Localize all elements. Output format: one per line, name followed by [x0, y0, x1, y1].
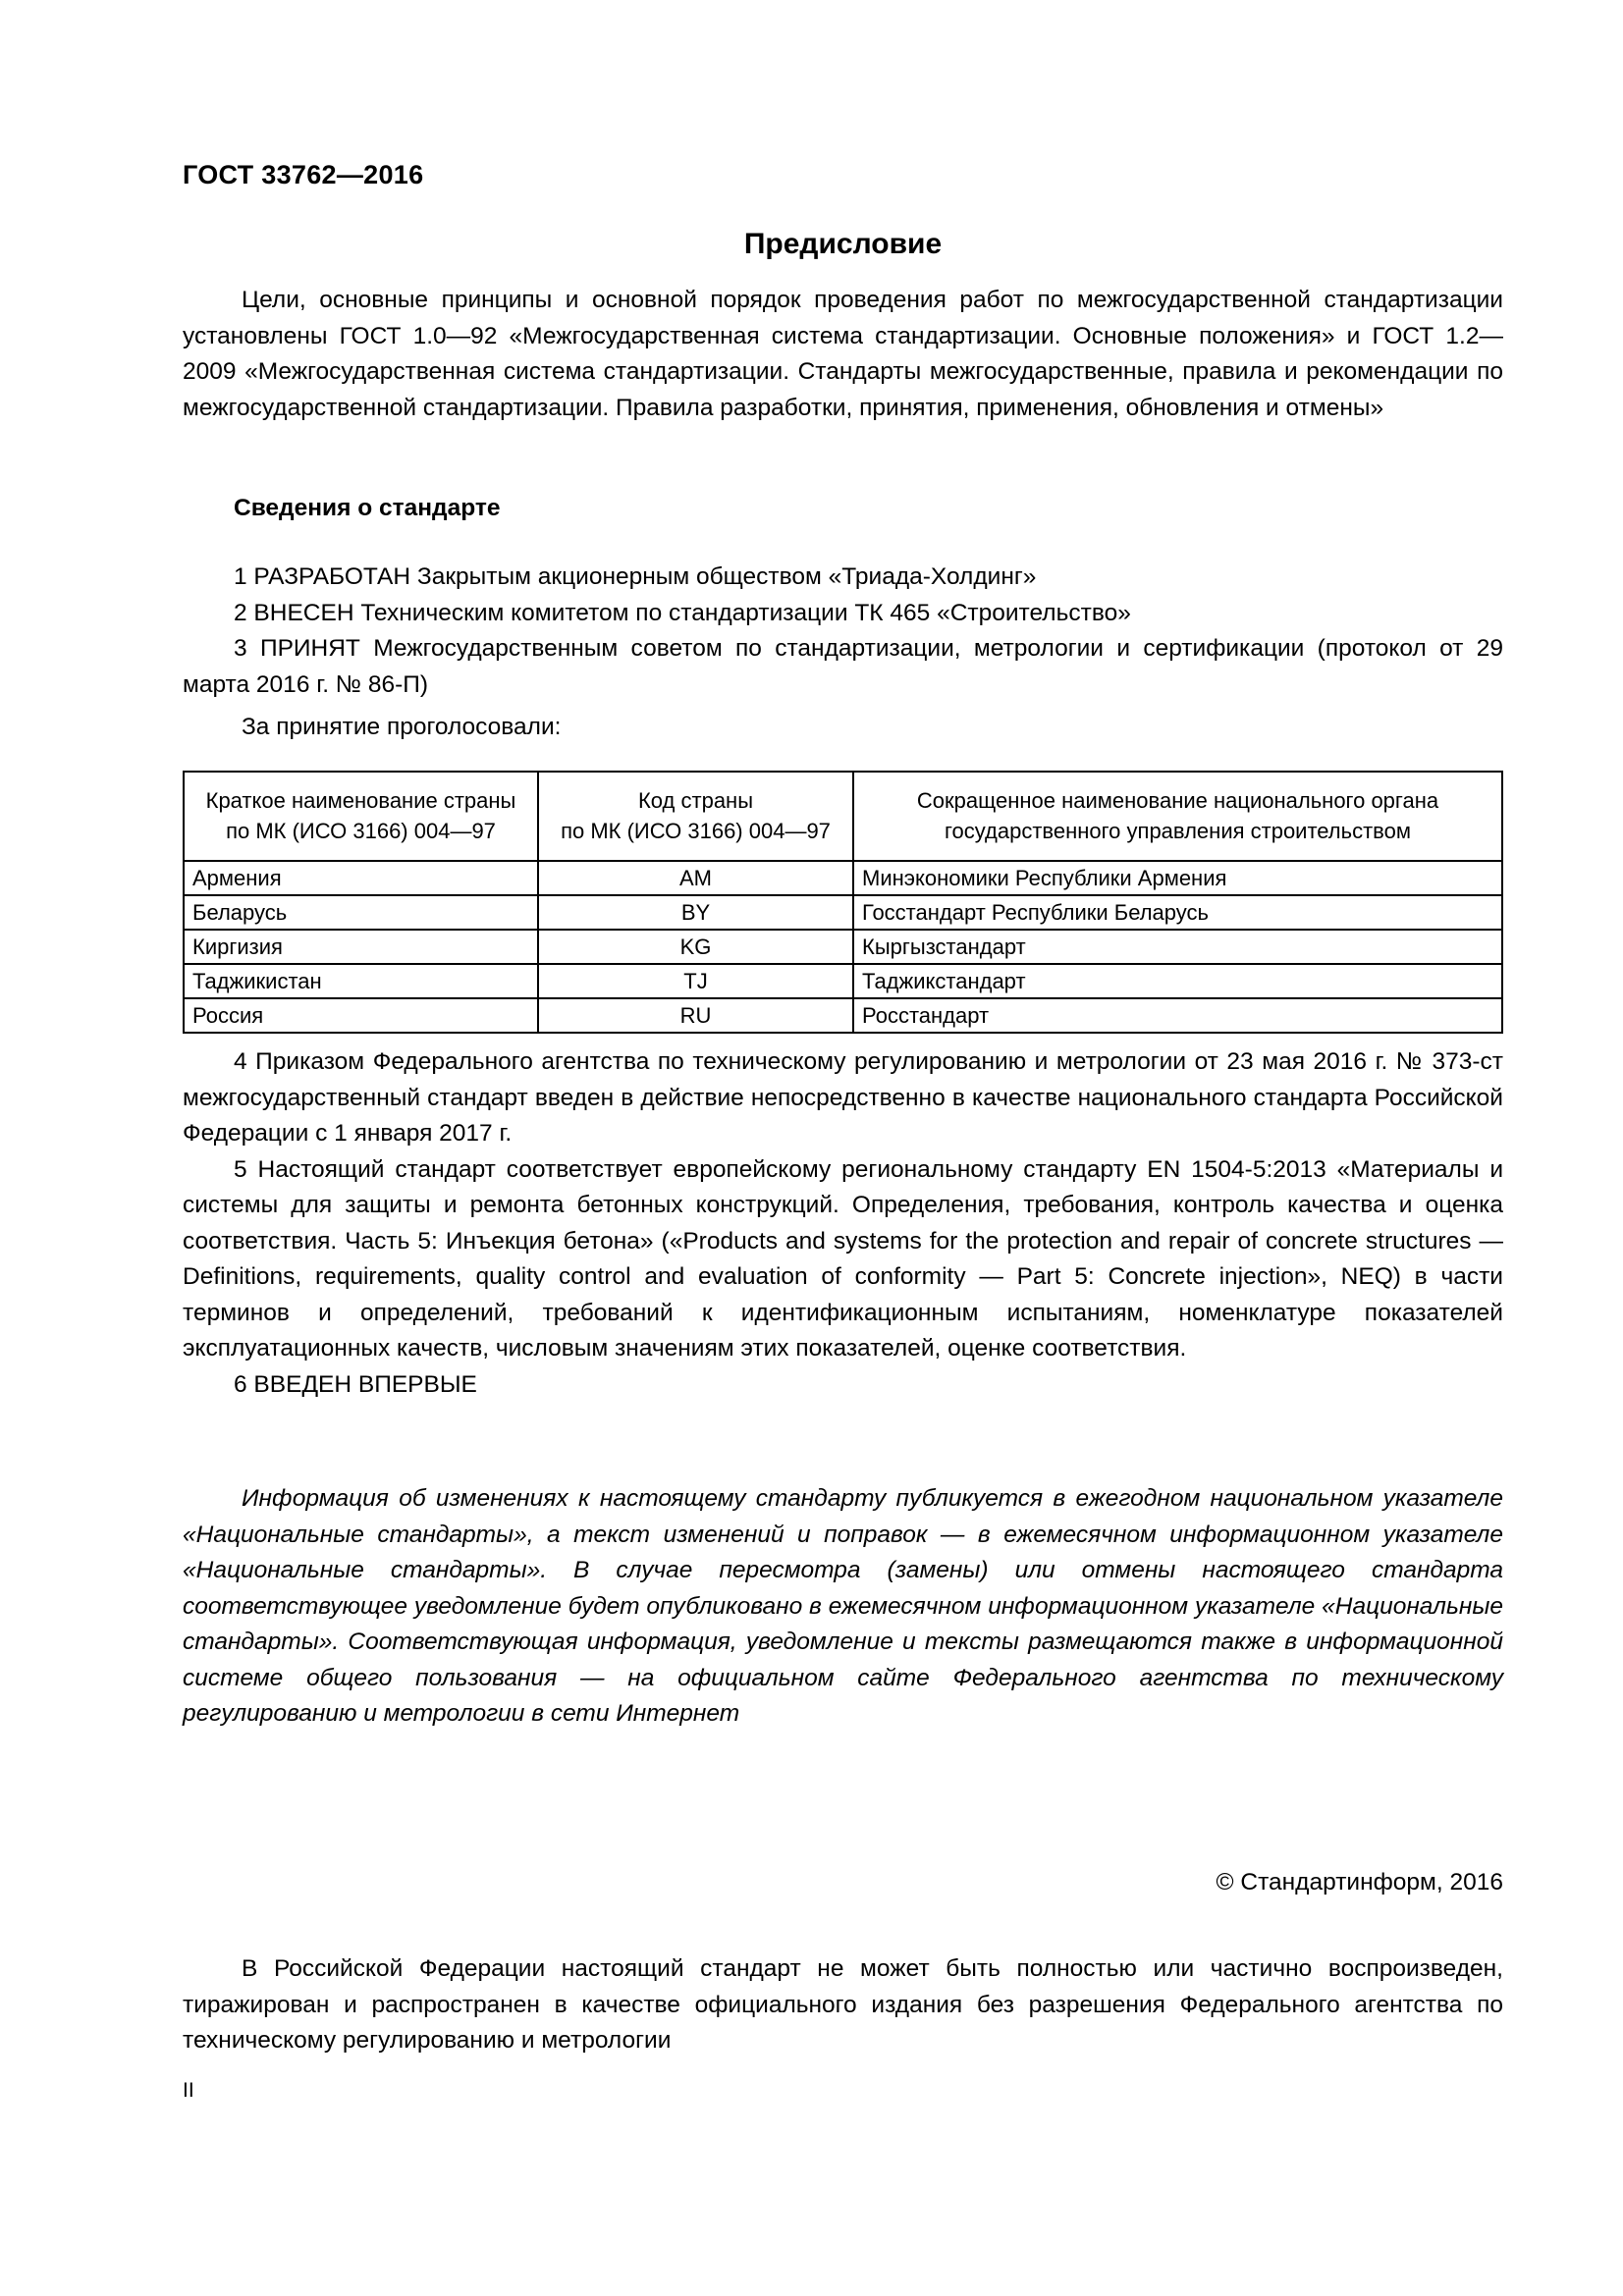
copyright-line: © Стандартинформ, 2016	[1216, 1869, 1503, 1896]
table-row	[184, 861, 1502, 895]
post-table-items	[183, 1044, 1503, 1403]
cell-country-code: KG	[538, 930, 853, 964]
column-header-country-code	[538, 772, 853, 861]
standard-info-heading: Сведения о стандарте	[234, 495, 501, 521]
cell-organization: Кыргызстандарт	[853, 930, 1502, 964]
cell-organization: Росстандарт	[853, 998, 1502, 1033]
cell-country-code: AM	[538, 861, 853, 895]
post-table-item-5: 5 Настоящий стандарт соответствует европейскому региональному стандарту EN 1504-5:2013 «Материалы и системы для защиты и ремонта бетонных конструкций. Определения, требования, контроль качества и оценка соответствия. Часть 5: Инъекция бетона» («Products and systems for the protection and repair of concrete structures — Definitions, requirements, quality control and evaluation of conformity — Part 5: Concrete injection», NEQ) в части терминов и определений, требований к идентификационным испытаниям, номенклатуре показателей эксплуатационных качеств, числовым значениям этих показателей, оценке соответствия.	[183, 1155, 1503, 1362]
footer-paragraph: В Российской Федерации настоящий стандарт не может быть полностью или частично воспроизведен, тиражирован и распространен в качестве официального издания без разрешения Федерального агентства по техническому регулированию и метрологии	[183, 1955, 1503, 2054]
cell-organization: Минэкономики Республики Армения	[853, 861, 1502, 895]
column-header-country-code-line2: по МК (ИСО 3166) 004—97	[561, 819, 831, 843]
column-header-country-name-line2: по МК (ИСО 3166) 004—97	[226, 819, 496, 843]
changes-notice-text: Информация об изменениях к настоящему стандарту публикуется в ежегодном национальном указателе «Национальные стандарты», а текст изменений и поправок — в ежемесячном информационном указателе «Национальные стандарты». В случае пересмотра (замены) или отмены настоящего стандарта соответствующее уведомление будет опубликовано в ежемесячном информационном указателе «Национальные стандарты». Соответствующая информация, уведомление и тексты размещаются также в информационной системе общего пользования — на официальном сайте Федерального агентства по техническому регулированию и метрологии в сети Интернет	[183, 1485, 1503, 1727]
standard-info-item-1: 1 РАЗРАБОТАН Закрытым акционерным обществом «Триада-Холдинг»	[234, 563, 1037, 590]
table-row	[184, 895, 1502, 930]
table-row	[184, 998, 1502, 1033]
table-body	[184, 861, 1502, 1033]
post-table-item-6: 6 ВВЕДЕН ВПЕРВЫЕ	[234, 1370, 477, 1398]
cell-country-code: TJ	[538, 964, 853, 998]
page-number: II	[183, 2079, 194, 2102]
cell-country-code: RU	[538, 998, 853, 1033]
page-title: Предисловие	[743, 228, 943, 260]
voting-countries-table	[183, 771, 1503, 1034]
standard-info-items	[183, 560, 1503, 703]
cell-organization: Таджикстандарт	[853, 964, 1502, 998]
standard-number-header: ГОСТ 33762—2016	[183, 160, 424, 189]
changes-notice-block	[183, 1481, 1503, 1733]
vote-intro-line: За принятие проголосовали:	[242, 714, 562, 740]
intro-paragraph: Цели, основные принципы и основной порядок проведения работ по межгосударственной стандартизации установлены ГОСТ 1.0—92 «Межгосударственная система стандартизации. Основные положения» и ГОСТ 1.2—2009 «Межгосударственная система стандартизации. Стандарты межгосударственные, правила и рекомендации по межгосударственной стандартизации. Правила разработки, принятия, применения, обновления и отмены»	[183, 287, 1503, 421]
column-header-organization	[853, 772, 1502, 861]
column-header-organization-line2: государственного управления строительством	[945, 819, 1411, 843]
column-header-country-code-line1: Код страны	[637, 788, 754, 813]
cell-country-name: Таджикистан	[184, 964, 538, 998]
standard-info-item-2: 2 ВНЕСЕН Техническим комитетом по стандартизации ТК 465 «Строительство»	[234, 599, 1131, 626]
table-row	[184, 930, 1502, 964]
cell-country-name: Россия	[184, 998, 538, 1033]
table-row	[184, 964, 1502, 998]
cell-country-name: Киргизия	[184, 930, 538, 964]
column-header-country-name	[184, 772, 538, 861]
intro-paragraph-block	[183, 283, 1503, 426]
column-header-country-name-line1: Краткое наименование страны	[205, 788, 516, 813]
cell-country-name: Беларусь	[184, 895, 538, 930]
table-header	[184, 772, 1502, 861]
column-header-organization-line1: Сокращенное наименование национального органа	[916, 788, 1439, 813]
table-header-row	[184, 772, 1502, 861]
cell-organization: Госстандарт Республики Беларусь	[853, 895, 1502, 930]
standard-info-item-3: 3 ПРИНЯТ Межгосударственным советом по стандартизации, метрологии и сертификации (протокол от 29 марта 2016 г. № 86-П)	[183, 635, 1503, 698]
footer-paragraph-block	[183, 1951, 1503, 2059]
post-table-item-4: 4 Приказом Федерального агентства по техническому регулированию и метрологии от 23 мая 2016 г. № 373-ст межгосударственный стандарт введен в действие непосредственно в качестве национального стандарта Российской Федерации с 1 января 2017 г.	[183, 1048, 1503, 1147]
cell-country-code: BY	[538, 895, 853, 930]
cell-country-name: Армения	[184, 861, 538, 895]
